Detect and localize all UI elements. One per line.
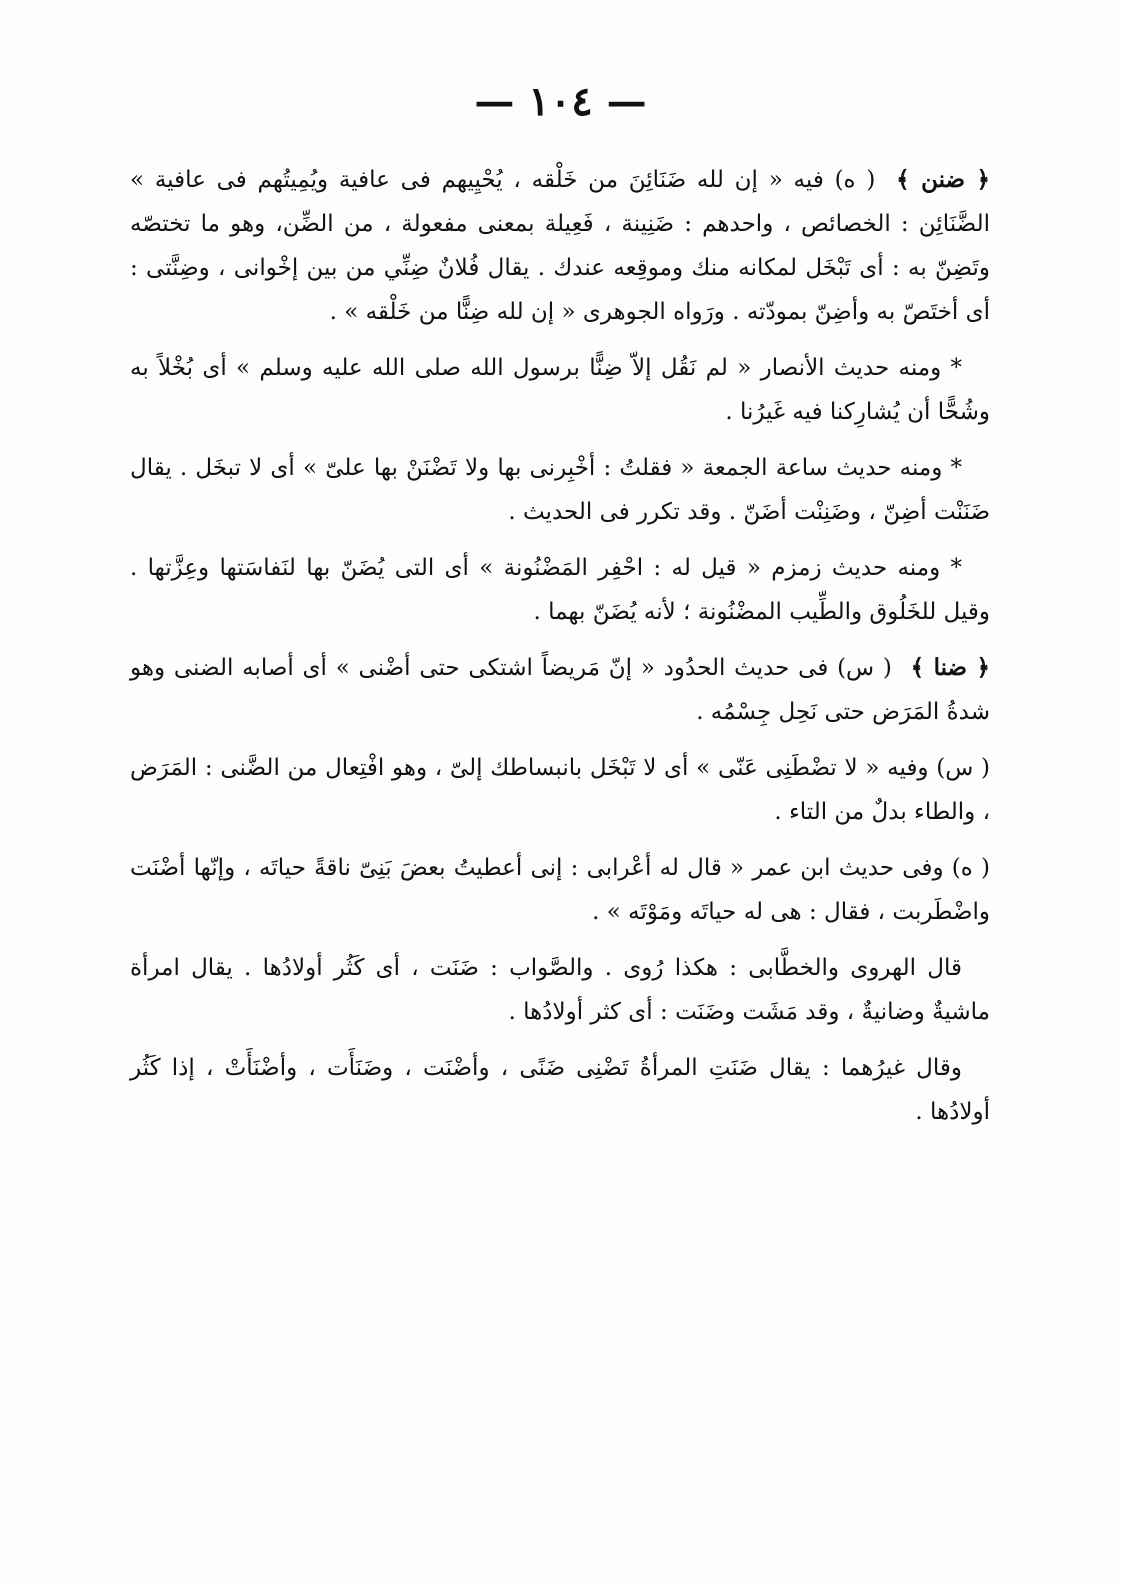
entry-headword: ﴿ ضنا ﴾ <box>910 654 991 681</box>
paragraph-text: قال الهروى والخطَّابى : هكذا رُوى . والصَّواب : ضَنَت ، أى كَثُر أولادُها . يقال امرأة ماشيةٌ وضانيةٌ ، وقد مَشَت وضَنَت : أى كثر أولادُها . <box>130 955 990 1025</box>
entry-headword: ﴿ ضنن ﴾ <box>896 166 991 193</box>
entry-paragraph <box>130 946 990 1034</box>
page-body <box>130 158 990 1146</box>
paragraph-text: ( ه) وفى حديث ابن عمر « قال له أعْرابى : إنى أعطيتُ بعضَ بَنِىّ ناقةً حياتَه ، وإنّها أضْنَت واضْطَربت ، فقال : هى له حياتَه ومَوْتَه » . <box>130 855 990 925</box>
entry-paragraph <box>130 1046 990 1134</box>
paragraph-text: * ومنه حديث ساعة الجمعة « فقلتُ : أخْبِرنى بها ولا تَضْنَنْ بها علىّ » أى لا تبخَل . يقال ضَنَنْت أضِنّ ، وضَنِنْت أضَنّ . وقد تكرر فى الحديث . <box>130 455 990 525</box>
entry-paragraph <box>130 346 990 434</box>
paragraph-text: ( س) فى حديث الحدُود « إنّ مَريضاً اشتكى حتى أضْنى » أى أصابه الضنى وهو شدةُ المَرَض حتى نَحِل جِسْمُه . <box>130 655 990 725</box>
entry-paragraph <box>130 158 990 334</box>
entry-paragraph <box>130 846 990 934</box>
paragraph-text: ( س) وفيه « لا تضْطَنِى عَنّى » أى لا تَبْخَل بانبساطك إلىّ ، وهو افْتِعال من الضَّنى : المَرَض ، والطاء بدلٌ من التاء . <box>130 755 990 825</box>
entry-paragraph <box>130 546 990 634</box>
page-number: — ١٠٤ — <box>474 78 647 125</box>
paragraph-text: وقال غيرُهما : يقال ضَنَتِ المرأةُ تَضْنِى ضَنًى ، وأضْنَت ، وضَنَأَت ، وأضْنَأَتْ ، إذا كَثُر أولادُها . <box>130 1055 990 1125</box>
entry-paragraph <box>130 646 990 734</box>
paragraph-text: * ومنه حديث زمزم « قيل له : احْفِر المَضْنُونة » أى التى يُضَنّ بها لنَفاسَتها وعِزَّتها . وقيل للخَلُوق والطِّيب المضْنُونة ؛ لأنه يُضَنّ بهما . <box>130 555 990 625</box>
paragraph-text: ( ه) فيه « إن لله ضَنَائِنَ من خَلْقه ، يُحْيِيهم فى عافية ويُمِيتُهم فى عافية » الضَّنَائِن : الخصائص ، واحدهم : ضَنِينة ، فَعِيلة بمعنى مفعولة ، من الضِّن، وهو ما تختصّه وتَضِنّ به : أى تَبْخَل لمكانه منك وموقِعه عندك . يقال فُلانٌ ضِنِّي من بين إخْوانى ، وضِنَّتى : أى أختَصّ به وأضِنّ بمودّته . ورَواه الجوهرى « إن لله ضِنًّا من خَلْقه » . <box>130 167 990 325</box>
paragraph-text: * ومنه حديث الأنصار « لم نَقُل إلاّ ضِنًّا برسول الله صلى الله عليه وسلم » أى بُخْلاً به وشُحًّا أن يُشارِكنا فيه غَيرُنا . <box>130 355 990 425</box>
entry-paragraph <box>130 446 990 534</box>
entry-paragraph <box>130 746 990 834</box>
